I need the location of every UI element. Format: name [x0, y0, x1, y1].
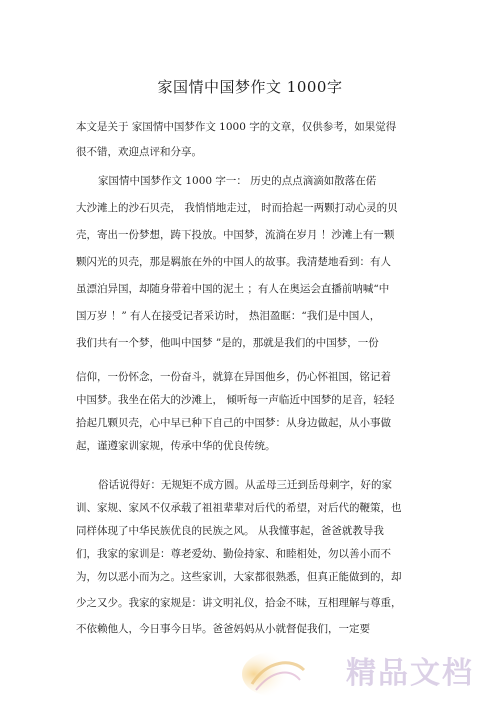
document-title: 家国情中国梦作文 1000字 — [157, 78, 343, 96]
text-line: 少之又少。我家的家规是：讲文明礼仪，拾金不昧，互相理解与尊重， — [76, 597, 402, 609]
text-line: 家国情中国梦作文 1000 字一： 历史的点点滴滴如散落在偌 — [98, 175, 377, 187]
watermark-text: 精品文档 — [346, 656, 474, 691]
text-line: 中国梦。我坐在偌大的沙滩上， 倾听每一声临近中国梦的足音，轻轻 — [76, 394, 395, 406]
text-line: 颗闪光的贝壳，那是羁旅在外的中国人的故事。我清楚地看到：有人 — [76, 256, 391, 268]
text-line: 我们共有一个梦，他叫中国梦 ”是的，那就是我们的中国梦，一份 — [76, 337, 379, 349]
text-line: 训、家规、家风不仅承载了祖祖辈辈对后代的希望，对后代的鞭策，也 — [76, 502, 402, 514]
text-line: 为，勿以恶小而为之。这些家训，大家都很熟悉，但真正能做到的，却 — [76, 571, 402, 583]
text-line: 起，谨遵家训家规，传承中华的优良传统。 — [76, 440, 276, 452]
text-line: 拾起几颗贝壳，心中早已种下自己的中国梦：从身边做起，从小事做 — [76, 417, 391, 429]
text-line: 们，我家的家训是：尊老爱幼、勤俭持家、和睦相处，勿以善小而不 — [76, 548, 391, 560]
text-line: 俗话说得好：无规矩不成方圆。从孟母三迁到岳母刺字，好的家 — [98, 479, 392, 491]
watermark-logo — [242, 640, 492, 702]
text-line: 虽漂泊异国，却随身带着中国的泥土 ；有人在奥运会直播前呐喊“中 — [76, 283, 390, 295]
text-line: 同样体现了中华民族优良的民族之风。 从我懂事起，爸爸就教导我 — [76, 525, 384, 537]
text-line: 大沙滩上的沙石贝壳， 我悄悄地走过， 时而拾起一两颗打动心灵的贝 — [76, 202, 398, 214]
text-line: 信仰，一份怀念，一份奋斗，就算在异国他乡，仍心怀祖国，铭记着 — [76, 371, 391, 383]
text-line: 壳，寄出一份梦想，踌下投放。中国梦，流淌在岁月 ！沙滩上有一颗 — [76, 229, 395, 241]
text-line: 很不错，欢迎点评和分享。 — [76, 146, 202, 158]
text-line: 不依赖他人，今日事今日毕。爸爸妈妈从小就督促我们，一定要 — [76, 623, 370, 635]
text-line: 本文是关于 家国情中国梦作文 1000 字的文章，仅供参考，如果觉得 — [76, 121, 397, 133]
text-line: 国万岁 ！” 有人在接受记者采访时， 热泪盈眶：“我们是中国人， — [76, 310, 381, 322]
